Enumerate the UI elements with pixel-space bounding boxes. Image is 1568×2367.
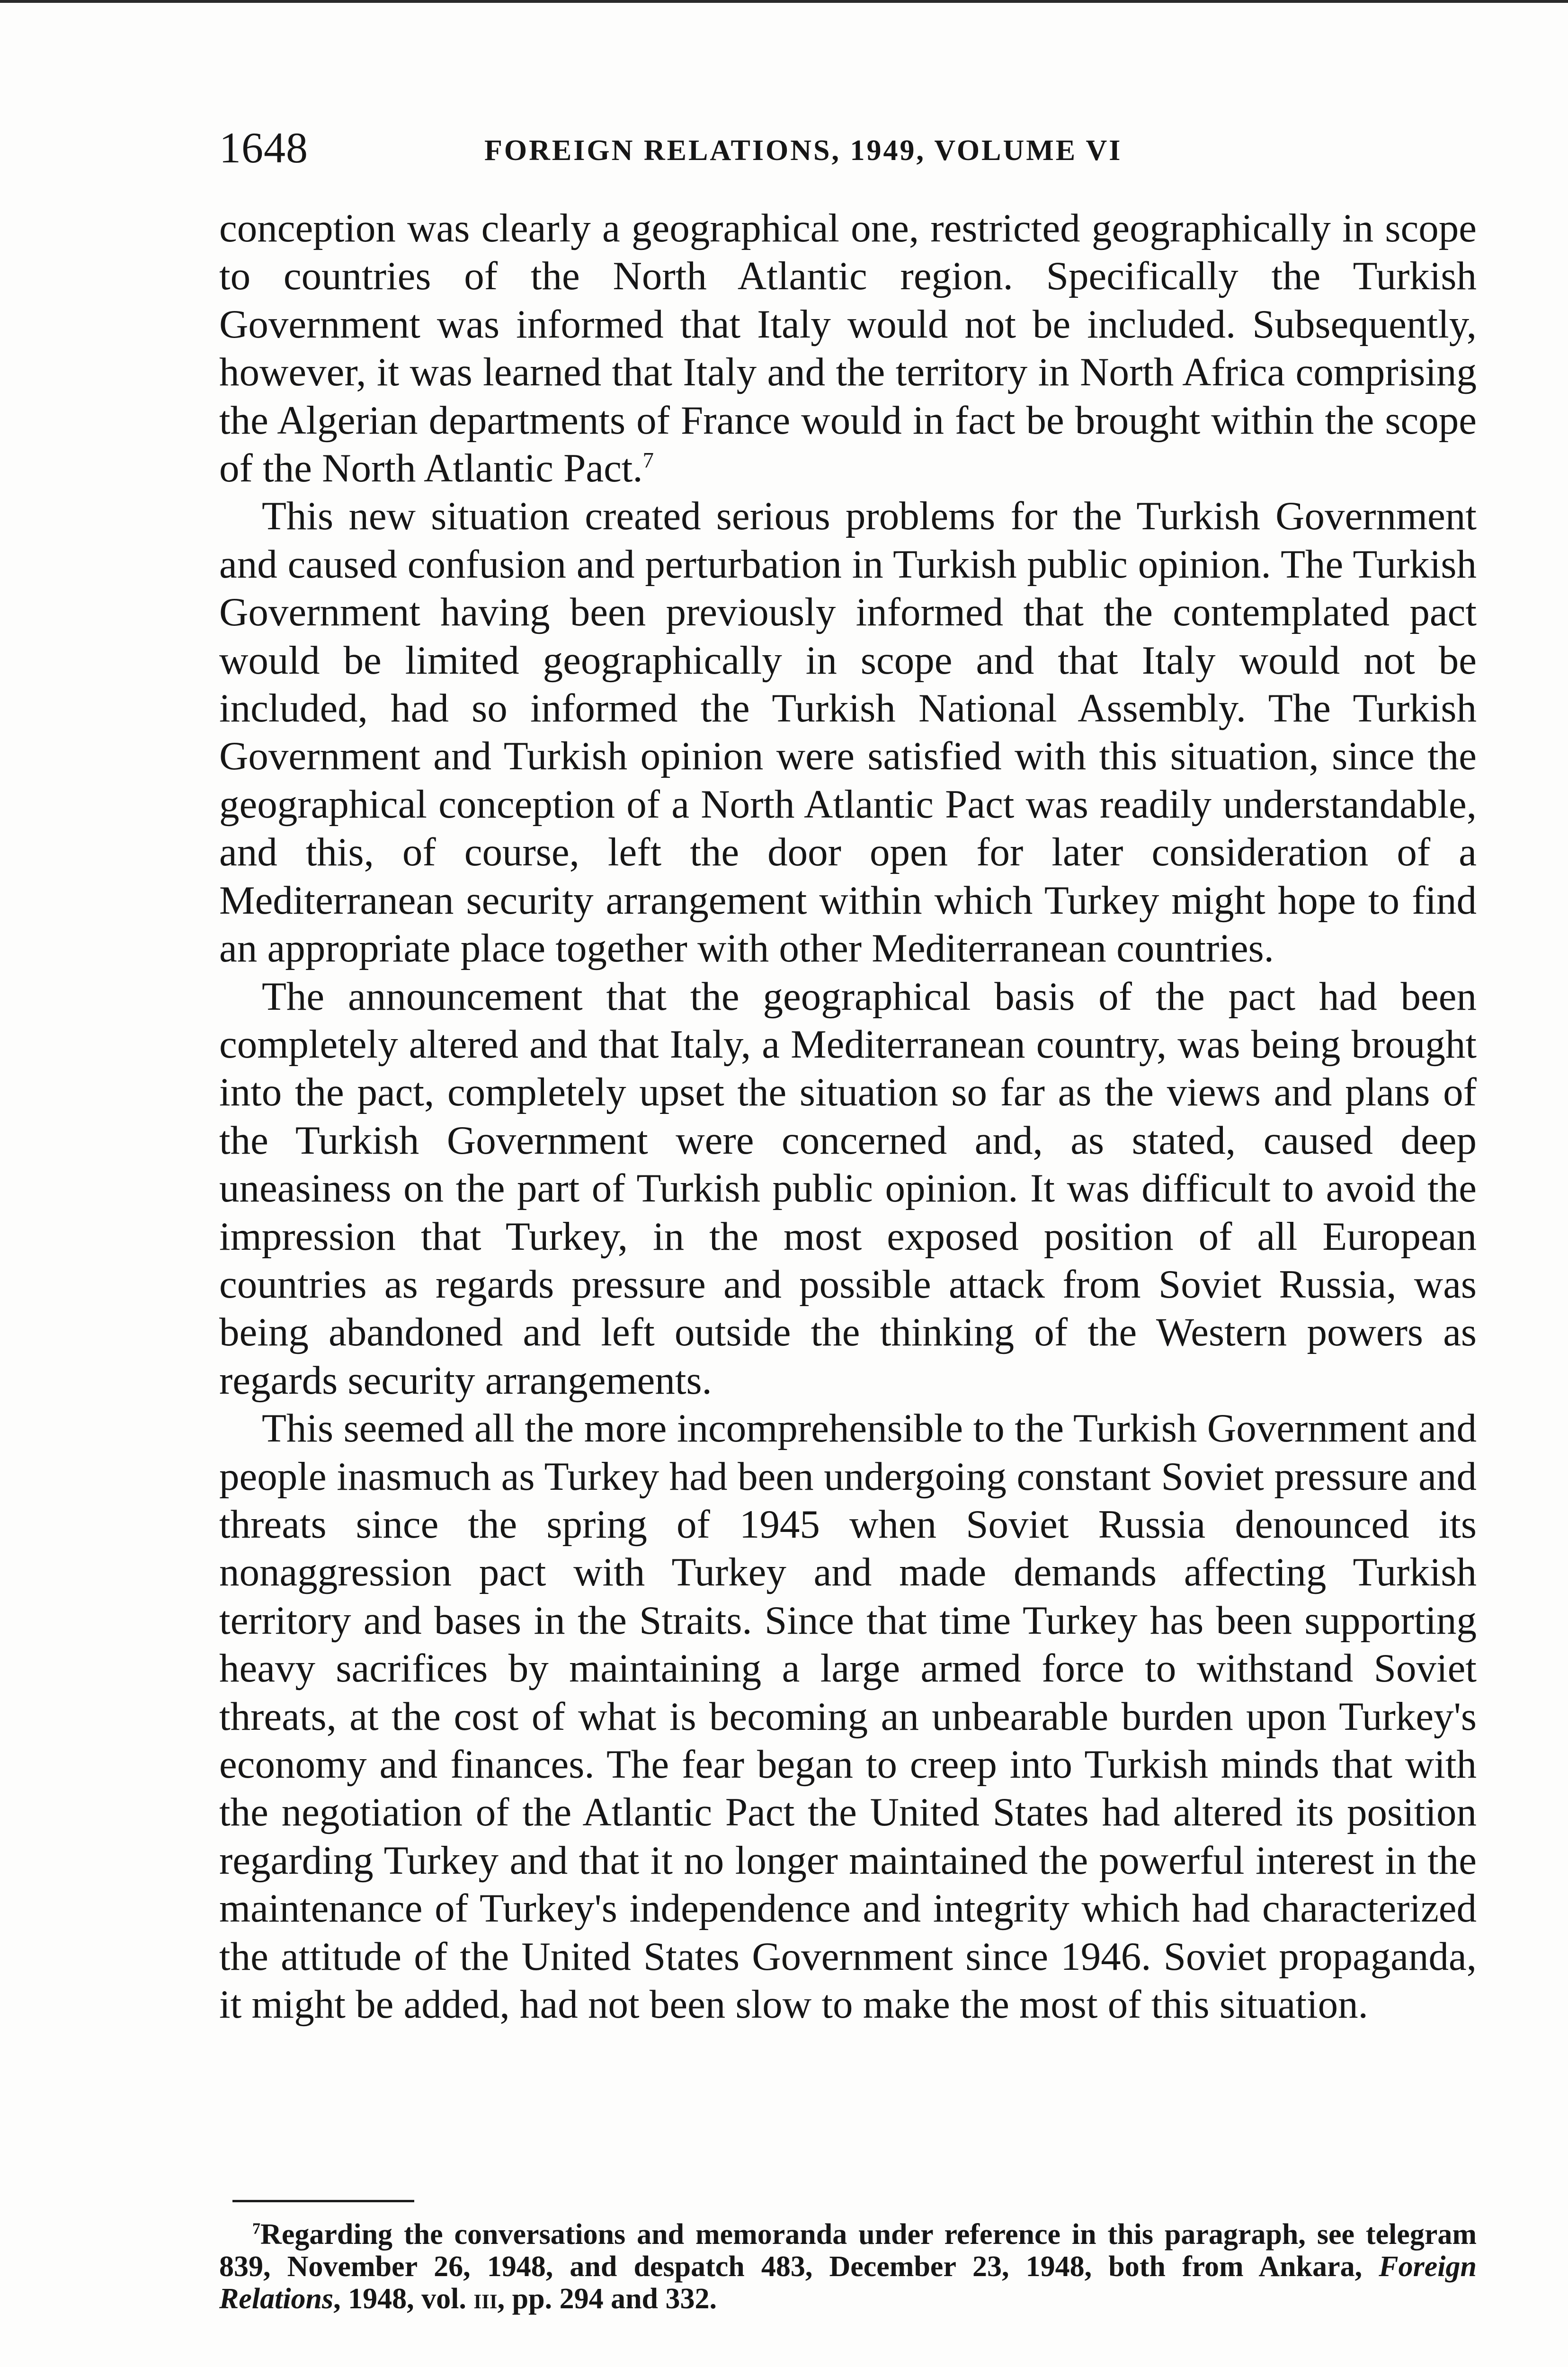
- paragraph-2: This new situation created serious problems for the Turkish Government and caused confusion and perturbation in Turkish public opinion. The Turkish Government having been previously informed that the contemplated pact would be limited geographically in scope and that Italy would not be included, had so informed the Turkish National Assembly. The Turkish Government and Turkish opinion were satisfied with this situation, since the geographical conception of a North Atlantic Pact was readily understandable, and this, of course, left the door open for later consideration of a Mediterranean security arrangement within which Turkey might hope to find an appropriate place together with other Mediterranean countries.: [219, 494, 1477, 971]
- footnote-reference: 7: [642, 448, 654, 473]
- footnote: [219, 2218, 1477, 2315]
- footnote-volume: iii: [473, 2283, 498, 2315]
- body-text: [219, 205, 1477, 2029]
- footnote-text-after: , 1948, vol.: [333, 2283, 474, 2315]
- footnote-7: [219, 2218, 1477, 2315]
- page-header: [219, 124, 1251, 171]
- paragraph-4: This seemed all the more incomprehensible to the Turkish Government and people inasmuch as Turkey had been undergoing constant Soviet pressure and threats since the spring of 1945 when Soviet Russia denounced its nonaggression pact with Turkey and made demands affecting Turkish territory and bases in the Straits. Since that time Turkey has been supporting heavy sacrifices by maintaining a large armed force to withstand Soviet threats, at the cost of what is becoming an unbearable burden upon Turkey's economy and finances. The fear began to creep into Turkish minds that with the negotiation of the Atlantic Pact the United States had altered its position regarding Turkey and that it no longer maintained the powerful interest in the maintenance of Turkey's independence and integrity which had characterized the attitude of the United States Government since 1946. Soviet propaganda, it might be added, had not been slow to make the most of this situation.: [219, 1406, 1477, 2027]
- footnote-separator: [232, 2200, 414, 2202]
- paragraph-1-text: conception was clearly a geographical one, restricted geographically in scope to countries of the North Atlantic region. Specifically the Turkish Government was informed that Italy would not be included. Subsequently, however, it was learned that Italy and the territory in North Africa comprising the Algerian departments of France would in fact be brought within the scope of the North Atlantic Pact.: [219, 206, 1477, 491]
- running-head: FOREIGN RELATIONS, 1949, VOLUME VI: [484, 134, 1123, 167]
- top-edge-rule: [0, 0, 1568, 3]
- paragraph-1: [219, 205, 1477, 492]
- footnote-pages: , pp. 294 and 332.: [497, 2283, 717, 2315]
- page-number: 1648: [219, 124, 308, 172]
- footnote-text-before: Regarding the conversations and memoranda under reference in this paragraph, see telegram 839, November 26, 1948, and despatch 483, December 23, 1948, both from Ankara,: [219, 2218, 1477, 2283]
- footnote-italic-title: Foreign Relations: [219, 2251, 1477, 2315]
- paragraph-3: The announcement that the geographical basis of the pact had been completely altered and that Italy, a Mediterranean country, was being brought into the pact, completely upset the situation so far as the views and plans of the Turkish Government were concerned and, as stated, caused deep uneasiness on the part of Turkish public opinion. It was difficult to avoid the impression that Turkey, in the most exposed position of all European countries as regards pressure and possible attack from Soviet Russia, was being abandoned and left outside the thinking of the Western powers as regards security arrangements.: [219, 974, 1477, 1403]
- footnote-marker: 7: [252, 2220, 261, 2238]
